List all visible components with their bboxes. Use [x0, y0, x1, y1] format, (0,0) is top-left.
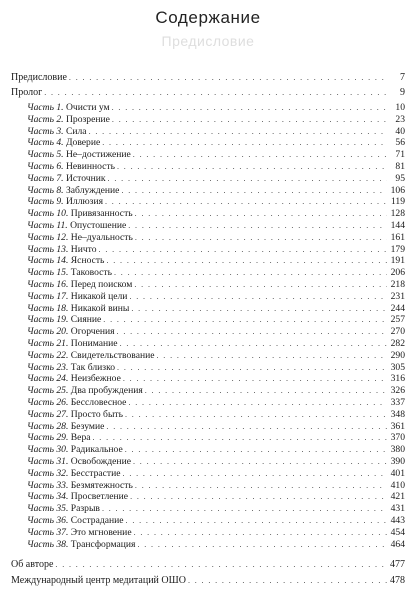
toc-part-entry — [27, 421, 405, 432]
page-number: 161 — [390, 231, 405, 243]
page-number: 128 — [390, 208, 405, 220]
toc-part-entry — [27, 444, 405, 455]
page-number: 316 — [390, 373, 405, 385]
part-label — [27, 196, 64, 207]
toc-entry — [11, 575, 405, 586]
dot-leader — [133, 456, 387, 467]
toc-part-entry — [27, 279, 405, 290]
page-number: 231 — [390, 290, 405, 302]
ghost-heading-bleedthrough: Предисловие — [161, 33, 255, 49]
toc-part-entry — [27, 232, 405, 243]
part-number: 11. — [56, 220, 68, 231]
page-number: 410 — [390, 479, 405, 491]
toc-part-entry — [27, 303, 405, 314]
dot-leader — [129, 291, 387, 302]
part-label — [27, 515, 68, 526]
entry-title: Предисловие — [11, 72, 67, 83]
dot-leader — [99, 244, 387, 255]
dot-leader — [134, 279, 387, 290]
toc-entry — [11, 559, 405, 570]
dot-leader — [126, 515, 387, 526]
entry-title: Невинность — [65, 161, 115, 172]
toc-part-entry — [27, 185, 405, 196]
page-number: 390 — [390, 456, 405, 467]
entry-title: Пролог — [11, 87, 43, 98]
part-word: Часть — [27, 314, 54, 326]
page-number: 71 — [395, 149, 405, 161]
dot-leader — [135, 232, 387, 243]
toc-part-entry — [27, 220, 405, 231]
part-number: 3. — [56, 125, 64, 137]
part-label — [27, 350, 68, 361]
page-number: 464 — [390, 538, 405, 550]
part-label — [27, 373, 68, 384]
part-label — [27, 480, 68, 491]
part-number: 32. — [56, 467, 69, 479]
part-word: Часть — [27, 432, 54, 444]
dot-leader — [117, 326, 387, 337]
page-number: 144 — [390, 220, 405, 231]
part-word: Часть — [27, 526, 54, 538]
part-number: 35. — [56, 503, 69, 515]
part-word: Часть — [27, 338, 54, 349]
dot-leader — [134, 527, 387, 538]
part-label — [27, 255, 68, 266]
part-word: Часть — [27, 373, 54, 385]
part-number: 7. — [56, 172, 64, 184]
entry-title: Не–дуальность — [70, 231, 133, 243]
part-word: Часть — [27, 408, 54, 420]
dot-leader — [131, 303, 387, 314]
page-number: 23 — [395, 113, 405, 125]
part-label — [27, 232, 68, 243]
toc-entry — [11, 72, 405, 83]
toc-part-entry — [27, 255, 405, 266]
entry-title: Сияние — [70, 314, 102, 326]
part-number: 25. — [56, 385, 69, 397]
part-label — [27, 267, 68, 278]
page-number: 40 — [395, 125, 405, 137]
page-number: 443 — [390, 515, 405, 526]
dot-leader — [135, 480, 387, 491]
toc-part-entry — [27, 362, 405, 373]
toc-part-entry — [27, 161, 405, 172]
page-number: 421 — [390, 491, 405, 503]
dot-leader — [105, 196, 387, 207]
part-number: 4. — [56, 137, 64, 149]
part-number: 9. — [56, 196, 64, 208]
toc-part-entry — [27, 373, 405, 384]
part-number: 34. — [56, 491, 69, 503]
page-number: 95 — [395, 172, 405, 184]
toc-part-entry — [27, 291, 405, 302]
part-number: 28. — [56, 420, 69, 432]
part-label — [27, 279, 68, 290]
toc-part-entry — [27, 338, 405, 349]
part-word: Часть — [27, 349, 54, 361]
toc-part-entry — [27, 409, 405, 420]
entry-title: Понимание — [70, 338, 118, 349]
entry-title: Просветление — [70, 491, 129, 503]
part-number: 18. — [56, 302, 69, 314]
page-number: 431 — [390, 503, 405, 515]
dot-leader — [69, 72, 387, 83]
part-word: Часть — [27, 515, 54, 526]
part-number: 27. — [56, 408, 69, 420]
entry-title: Об авторе — [11, 559, 54, 570]
part-number: 6. — [56, 161, 64, 172]
dot-leader — [137, 539, 387, 550]
entry-title: Сила — [65, 125, 87, 137]
page-number: 218 — [390, 279, 405, 290]
toc-part-entry — [27, 456, 405, 467]
toc-part-entry — [27, 196, 405, 207]
page-number: 305 — [390, 361, 405, 373]
part-number: 22. — [56, 349, 69, 361]
part-word: Часть — [27, 385, 54, 397]
part-number: 31. — [56, 456, 69, 467]
entry-title: Опустошение — [70, 220, 127, 231]
entry-title: Источник — [65, 172, 106, 184]
part-label — [27, 137, 64, 148]
entry-title: Привязанность — [70, 208, 133, 220]
entry-title: Освобождение — [70, 456, 131, 467]
part-number: 21. — [56, 338, 69, 349]
part-number: 19. — [56, 314, 69, 326]
part-number: 24. — [56, 373, 69, 385]
entry-title: Вера — [70, 432, 91, 444]
part-number: 16. — [56, 279, 69, 290]
part-word: Часть — [27, 172, 54, 184]
part-word: Часть — [27, 255, 54, 267]
entry-title: Безумие — [70, 420, 105, 432]
part-number: 30. — [56, 444, 69, 456]
toc-part-entry — [27, 350, 405, 361]
part-label — [27, 444, 68, 455]
part-label — [27, 102, 64, 113]
part-word: Часть — [27, 538, 54, 550]
dot-leader — [117, 161, 387, 172]
part-word: Часть — [27, 491, 54, 503]
toc-part-entry — [27, 468, 405, 479]
part-number: 20. — [56, 326, 69, 338]
page-number: 206 — [390, 267, 405, 279]
part-number: 15. — [56, 267, 69, 279]
page-number: 454 — [390, 526, 405, 538]
part-number: 8. — [56, 184, 64, 196]
page-number: 257 — [390, 314, 405, 326]
part-label — [27, 491, 68, 502]
page-number: 370 — [390, 432, 405, 444]
part-label — [27, 421, 68, 432]
dot-leader — [55, 559, 387, 570]
part-word: Часть — [27, 149, 54, 161]
entry-title: Бесстрастие — [70, 467, 121, 479]
page-number: 401 — [390, 467, 405, 479]
toc-part-entry — [27, 385, 405, 396]
dot-leader — [117, 362, 387, 373]
entry-title: Это мгновение — [70, 526, 132, 538]
part-word: Часть — [27, 279, 54, 290]
part-label — [27, 114, 64, 125]
part-word: Часть — [27, 102, 54, 113]
dot-leader — [123, 468, 387, 479]
part-label — [27, 503, 68, 514]
page-number: 326 — [390, 385, 405, 397]
dot-leader — [188, 575, 387, 586]
toc-part-entry — [27, 244, 405, 255]
entry-title: Иллюзия — [65, 196, 103, 208]
page-number: 191 — [390, 255, 405, 267]
part-word: Часть — [27, 231, 54, 243]
dot-leader — [103, 314, 387, 325]
part-word: Часть — [27, 220, 54, 231]
part-label — [27, 338, 68, 349]
dot-leader — [108, 173, 387, 184]
toc-part-entry — [27, 208, 405, 219]
dot-leader — [135, 208, 387, 219]
toc-part-entry — [27, 114, 405, 125]
entry-title: Неизбежное — [70, 373, 121, 385]
part-label — [27, 409, 68, 420]
dot-leader — [106, 421, 387, 432]
dot-leader — [44, 87, 387, 98]
toc-part-entry — [27, 126, 405, 137]
part-label — [27, 185, 64, 196]
part-label — [27, 244, 68, 255]
toc-part-entry — [27, 173, 405, 184]
page-number: 361 — [390, 420, 405, 432]
part-word: Часть — [27, 503, 54, 515]
part-word: Часть — [27, 444, 54, 456]
part-number: 33. — [56, 479, 69, 491]
part-label — [27, 397, 68, 408]
dot-leader — [102, 137, 387, 148]
part-word: Часть — [27, 290, 54, 302]
entry-title: Разрыв — [70, 503, 100, 515]
part-label — [27, 326, 68, 337]
entry-title: Безмятежность — [70, 479, 133, 491]
part-label — [27, 314, 68, 325]
dot-leader — [123, 373, 387, 384]
part-word: Часть — [27, 361, 54, 373]
toc-entry — [11, 87, 405, 98]
entry-title: Бессловесное — [70, 397, 127, 408]
part-word: Часть — [27, 326, 54, 338]
dot-leader — [112, 114, 387, 125]
dot-leader — [120, 338, 387, 349]
dot-leader — [125, 409, 387, 420]
part-number: 38. — [56, 538, 69, 550]
page-number: 477 — [390, 559, 405, 570]
part-label — [27, 539, 68, 550]
page-number: 337 — [390, 397, 405, 408]
dot-leader — [125, 444, 387, 455]
entry-title: Радикальное — [70, 444, 123, 456]
part-word: Часть — [27, 467, 54, 479]
part-word: Часть — [27, 267, 54, 279]
part-number: 36. — [56, 515, 69, 526]
part-label — [27, 456, 68, 467]
dot-leader — [102, 503, 387, 514]
page-number: 10 — [395, 102, 405, 113]
page-number: 244 — [390, 302, 405, 314]
part-word: Часть — [27, 243, 54, 255]
page-number: 380 — [390, 444, 405, 456]
entry-title: Никакой цели — [70, 290, 128, 302]
part-number: 14. — [56, 255, 69, 267]
part-label — [27, 149, 64, 160]
part-word: Часть — [27, 302, 54, 314]
part-word: Часть — [27, 161, 54, 172]
dot-leader — [112, 102, 387, 113]
toc-part-entry — [27, 137, 405, 148]
toc-part-entry — [27, 432, 405, 443]
entry-title: Свидетельствование — [70, 349, 155, 361]
part-label — [27, 432, 68, 443]
page-number: 106 — [390, 184, 405, 196]
page-number: 290 — [390, 349, 405, 361]
dot-leader — [130, 491, 387, 502]
dot-leader — [133, 149, 387, 160]
part-word: Часть — [27, 125, 54, 137]
part-word: Часть — [27, 137, 54, 149]
dot-leader — [145, 385, 387, 396]
toc-part-entry — [27, 314, 405, 325]
part-word: Часть — [27, 456, 54, 467]
toc-part-entry — [27, 503, 405, 514]
entry-title: Прозрение — [65, 113, 110, 125]
part-word: Часть — [27, 397, 54, 408]
page-number: 348 — [390, 408, 405, 420]
entry-title: Международный центр медитаций ОШО — [11, 575, 186, 586]
entry-title: Так близко — [70, 361, 116, 373]
part-number: 2. — [56, 113, 64, 125]
part-label — [27, 291, 68, 302]
entry-title: Заблуждение — [65, 184, 120, 196]
toc-part-entry — [27, 527, 405, 538]
part-label — [27, 220, 68, 231]
part-number: 13. — [56, 243, 69, 255]
page-title: Содержание — [155, 8, 261, 27]
dot-leader — [128, 220, 387, 231]
part-number: 23. — [56, 361, 69, 373]
part-number: 17. — [56, 290, 69, 302]
part-word: Часть — [27, 184, 54, 196]
part-label — [27, 208, 68, 219]
entry-title: Доверие — [65, 137, 101, 149]
part-label — [27, 173, 64, 184]
entry-title: Ничто — [70, 243, 97, 255]
dot-leader — [157, 350, 388, 361]
page-number: 270 — [390, 326, 405, 338]
toc-part-entry — [27, 149, 405, 160]
dot-leader — [106, 255, 387, 266]
entry-title: Ясность — [70, 255, 105, 267]
dot-leader — [114, 267, 387, 278]
part-label — [27, 362, 68, 373]
entry-title: Сострадание — [70, 515, 124, 526]
toc-part-entry — [27, 326, 405, 337]
entry-title: Перед поиском — [70, 279, 133, 290]
toc-part-entry — [27, 267, 405, 278]
page-number: 282 — [390, 338, 405, 349]
entry-title: Трансформация — [70, 538, 136, 550]
entry-title: Просто быть — [70, 408, 123, 420]
part-number: 29. — [56, 432, 69, 444]
part-label — [27, 385, 68, 396]
entry-title: Таковость — [70, 267, 112, 279]
part-word: Часть — [27, 196, 54, 208]
part-label — [27, 468, 68, 479]
entry-title: Очисти ум — [65, 102, 110, 113]
page-number: 119 — [390, 196, 405, 208]
part-word: Часть — [27, 208, 54, 220]
entry-title: Огорчения — [70, 326, 115, 338]
dot-leader — [89, 126, 387, 137]
entry-title: Два пробуждения — [70, 385, 143, 397]
toc-part-entry — [27, 491, 405, 502]
part-number: 5. — [56, 149, 64, 161]
part-number: 37. — [56, 526, 69, 538]
part-word: Часть — [27, 479, 54, 491]
toc-part-entry — [27, 102, 405, 113]
part-number: 1. — [56, 102, 64, 113]
page-number: 179 — [390, 243, 405, 255]
toc-part-entry — [27, 539, 405, 550]
toc-part-entry — [27, 397, 405, 408]
dot-leader — [128, 397, 387, 408]
part-word: Часть — [27, 420, 54, 432]
page-number: 478 — [390, 575, 405, 586]
page-number: 7 — [400, 72, 405, 83]
page-number: 81 — [395, 161, 405, 172]
part-label — [27, 126, 64, 137]
dot-leader — [121, 185, 387, 196]
entry-title: Не–достижение — [65, 149, 131, 161]
toc-part-entry — [27, 480, 405, 491]
part-label — [27, 527, 68, 538]
part-number: 26. — [56, 397, 69, 408]
page-number: 56 — [395, 137, 405, 149]
toc-part-entry — [27, 515, 405, 526]
part-number: 10. — [56, 208, 69, 220]
part-label — [27, 161, 64, 172]
entry-title: Никакой вины — [70, 302, 130, 314]
part-number: 12. — [56, 231, 69, 243]
dot-leader — [93, 432, 388, 443]
part-label — [27, 303, 68, 314]
part-word: Часть — [27, 113, 54, 125]
page-number: 9 — [400, 87, 405, 98]
